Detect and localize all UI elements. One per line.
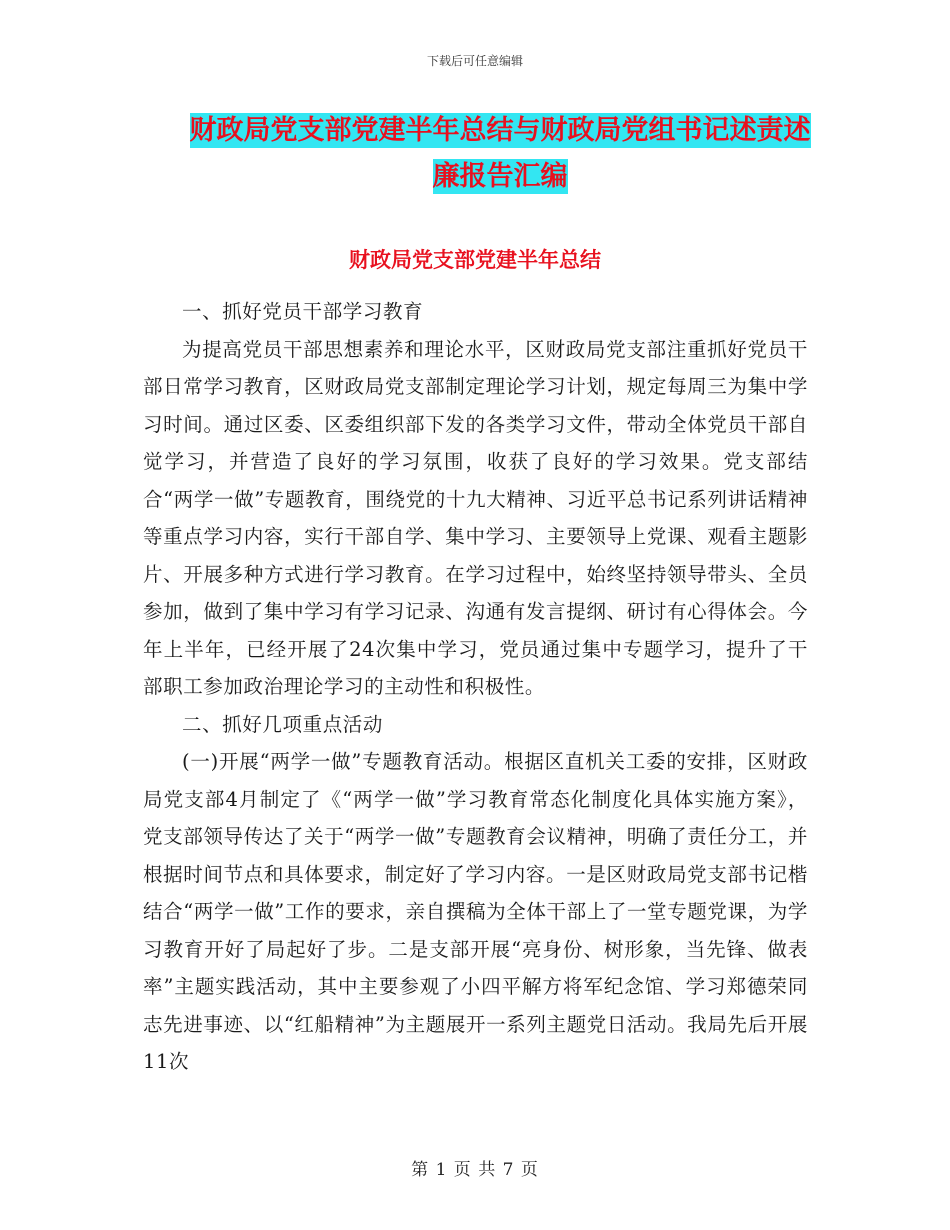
- document-title-line-1: 财政局党支部党建半年总结与财政局党组书记述责述: [189, 115, 811, 146]
- paragraph-key-activities: (一)开展“两学一做”专题教育活动。根据区直机关工委的安排，区财政局党支部4月制定了《“两学一做”学习教育常态化制度化具体实施方案》，党支部领导传达了关于“两学一做”专题教育会议精神，明确了责任分工，并根据时间节点和具体要求，制定好了学习内容。一是区财政局党支部书记楷结合“两学一做”工作的要求，亲自撰稿为全体干部上了一堂专题党课，为学习教育开好了局起好了步。二是支部开展“亮身份、树形象，当先锋、做表率”主题实践活动，其中主要参观了小四平解方将军纪念馆、学习郑德荣同志先进事迹、以“红船精神”为主题展开一系列主题党日活动。我局先后开展11次: [143, 750, 808, 1073]
- document-title: [150, 108, 850, 200]
- document-title-line-2: 廉报告汇编: [432, 161, 568, 192]
- page-header-note: 下载后可任意编辑: [426, 54, 523, 68]
- heading-study-education: 一、抓好党员干部学习教育: [182, 300, 424, 323]
- heading-key-activities: 二、抓好几项重点活动: [182, 712, 384, 736]
- page-number: 第 1 页 共 7 页: [411, 1160, 539, 1180]
- document-body: [143, 293, 808, 1081]
- paragraph-study-education: 为提高党员干部思想素养和理论水平，区财政局党支部注重抓好党员干部日常学习教育，区财政局党支部制定理论学习计划，规定每周三为集中学习时间。通过区委、区委组织部下发的各类学习文件，带动全体党员干部自觉学习，并营造了良好的学习氛围，收获了良好的学习效果。党支部结合“两学一做”专题教育，围绕党的十九大精神、习近平总书记系列讲话精神等重点学习内容，实行干部自学、集中学习、主要领导上党课、观看主题影片、开展多种方式进行学习教育。在学习过程中，始终坚持领导带头、全员参加，做到了集中学习有学习记录、沟通有发言提纲、研讨有心得体会。今年上半年，已经开展了24次集中学习，党员通过集中专题学习，提升了干部职工参加政治理论学习的主动性和积极性。: [143, 337, 808, 698]
- section-title: 财政局党支部党建半年总结: [349, 248, 601, 272]
